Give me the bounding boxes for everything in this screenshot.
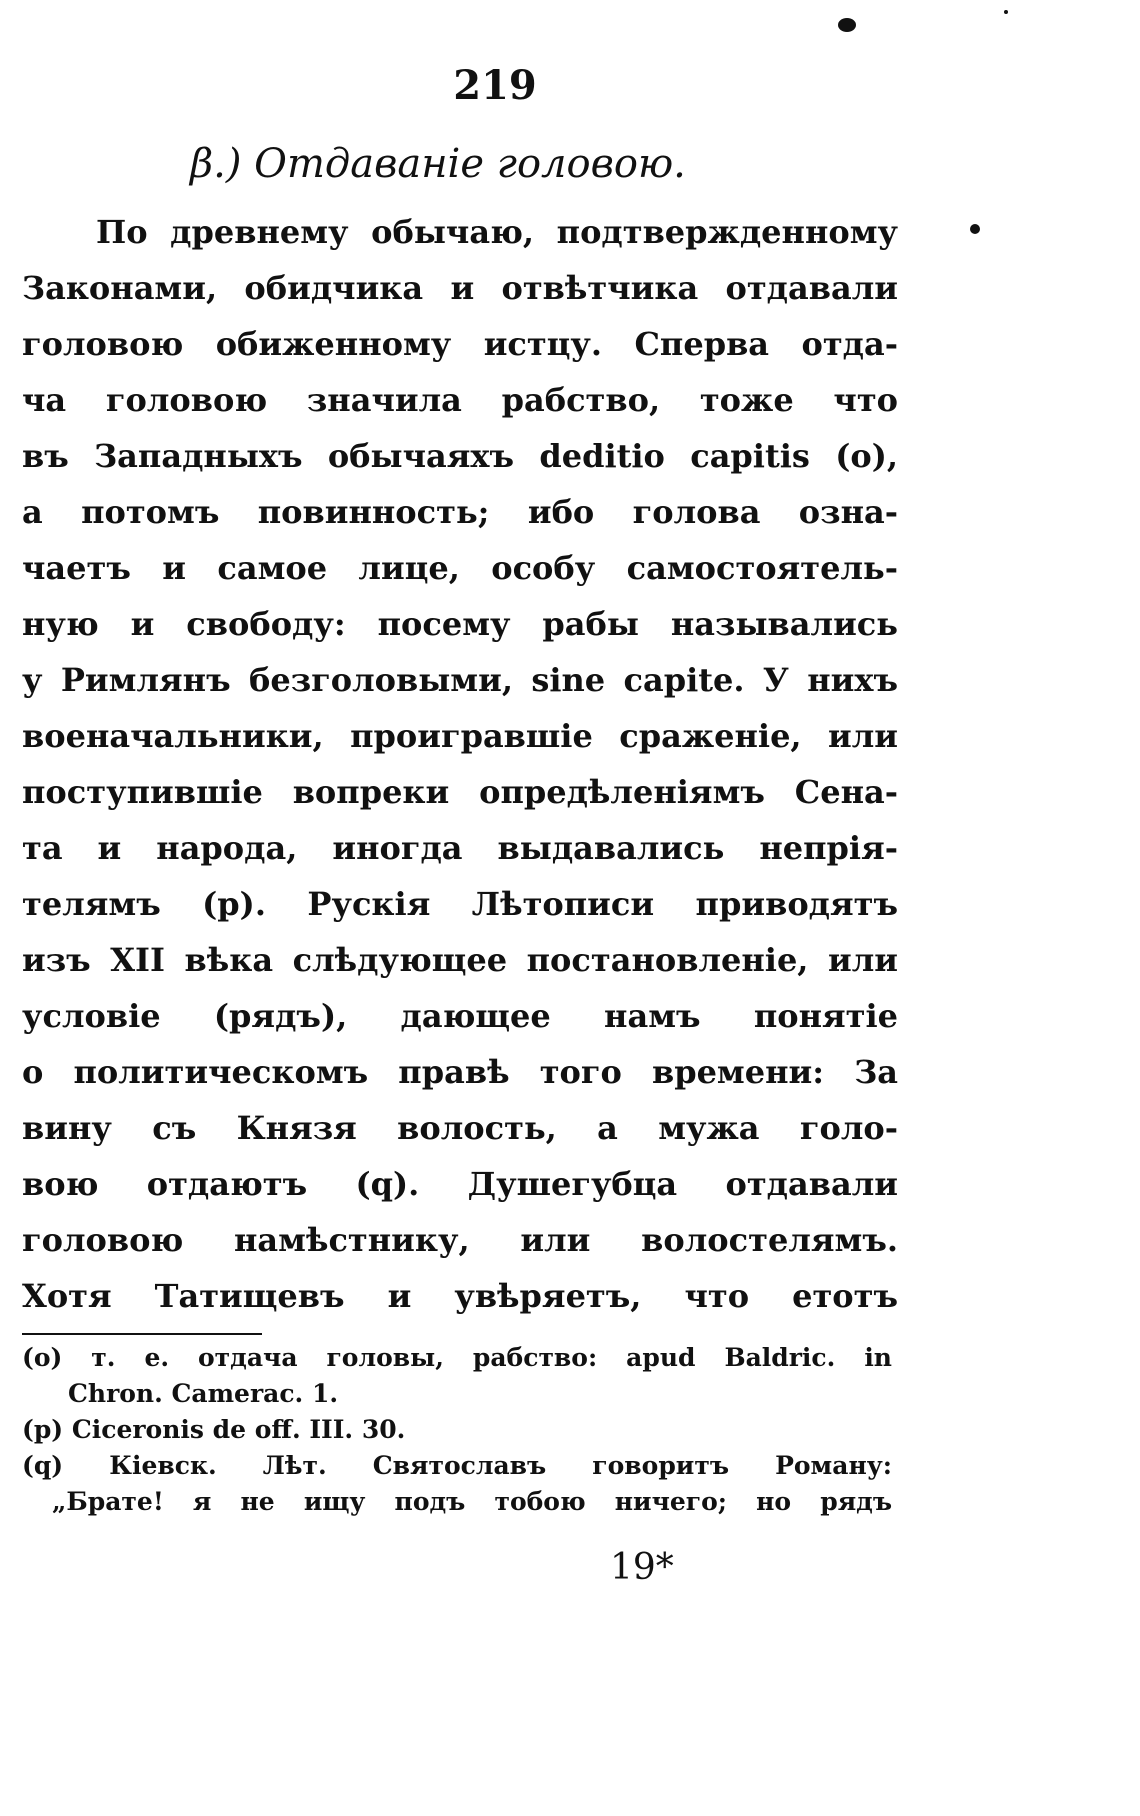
- body-line: условіе (рядъ), дающее намъ понятіе: [22, 997, 898, 1035]
- body-line: у Римлянъ безголовыми, sine capite. У нихъ: [22, 661, 898, 699]
- body-line: вину съ Князя волость, а мужа голо-: [22, 1109, 898, 1147]
- section-heading: β.) Отдаваніе головою.: [190, 141, 686, 187]
- body-line: головою намѣстнику, или волостелямъ.: [22, 1221, 898, 1259]
- body-line: поступившіе вопреки опредѣленіямъ Сена-: [22, 773, 898, 811]
- ink-speck: [970, 224, 980, 234]
- body-line: телямъ (р). Рускія Лѣтописи приводятъ: [22, 885, 898, 923]
- body-line: а потомъ повинность; ибо голова озна-: [22, 493, 898, 531]
- body-line: о политическомъ правѣ того времени: За: [22, 1053, 898, 1091]
- footnote-line: Chron. Camerac. 1.: [68, 1379, 339, 1408]
- footnote-line: „Брате! я не ищу подъ тобою ничего; но рядъ: [52, 1487, 892, 1516]
- footnote-line: (р) Ciceronis de off. III. 30.: [22, 1415, 406, 1444]
- ink-speck: [838, 18, 856, 32]
- footnote-line: (о) т. е. отдача головы, рабство: apud Baldric. in: [22, 1343, 892, 1372]
- footnote-divider: [22, 1333, 262, 1335]
- body-line: чаетъ и самое лице, особу самостоятель-: [22, 549, 898, 587]
- page-number: 219: [453, 62, 537, 109]
- body-line: та и народа, иногда выдавались непрія-: [22, 829, 898, 867]
- ink-speck: [1004, 10, 1008, 14]
- body-line: Хотя Татищевъ и увѣряетъ, что етотъ: [22, 1277, 898, 1315]
- signature-mark: 19*: [610, 1547, 674, 1588]
- body-line: Законами, обидчика и отвѣтчика отдавали: [22, 269, 898, 307]
- body-line: военачальники, проигравшіе сраженіе, или: [22, 717, 898, 755]
- footnote-line: (q) Кіевск. Лѣт. Святославъ говоритъ Роману:: [22, 1451, 892, 1480]
- footnotes: [22, 1340, 892, 1520]
- body-line: По древнему обычаю, подтвержденному: [96, 213, 898, 251]
- body-line: изъ XII вѣка слѣдующее постановленіе, или: [22, 941, 898, 979]
- body-line: вою отдаютъ (q). Душегубца отдавали: [22, 1165, 898, 1203]
- body-line: головою обиженному истцу. Сперва отда-: [22, 325, 898, 363]
- body-line: ную и свободу: посему рабы назывались: [22, 605, 898, 643]
- body-line: ча головою значила рабство, тоже что: [22, 381, 898, 419]
- body-line: въ Западныхъ обычаяхъ deditio capitis (о),: [22, 437, 898, 475]
- body-text: [22, 204, 898, 1324]
